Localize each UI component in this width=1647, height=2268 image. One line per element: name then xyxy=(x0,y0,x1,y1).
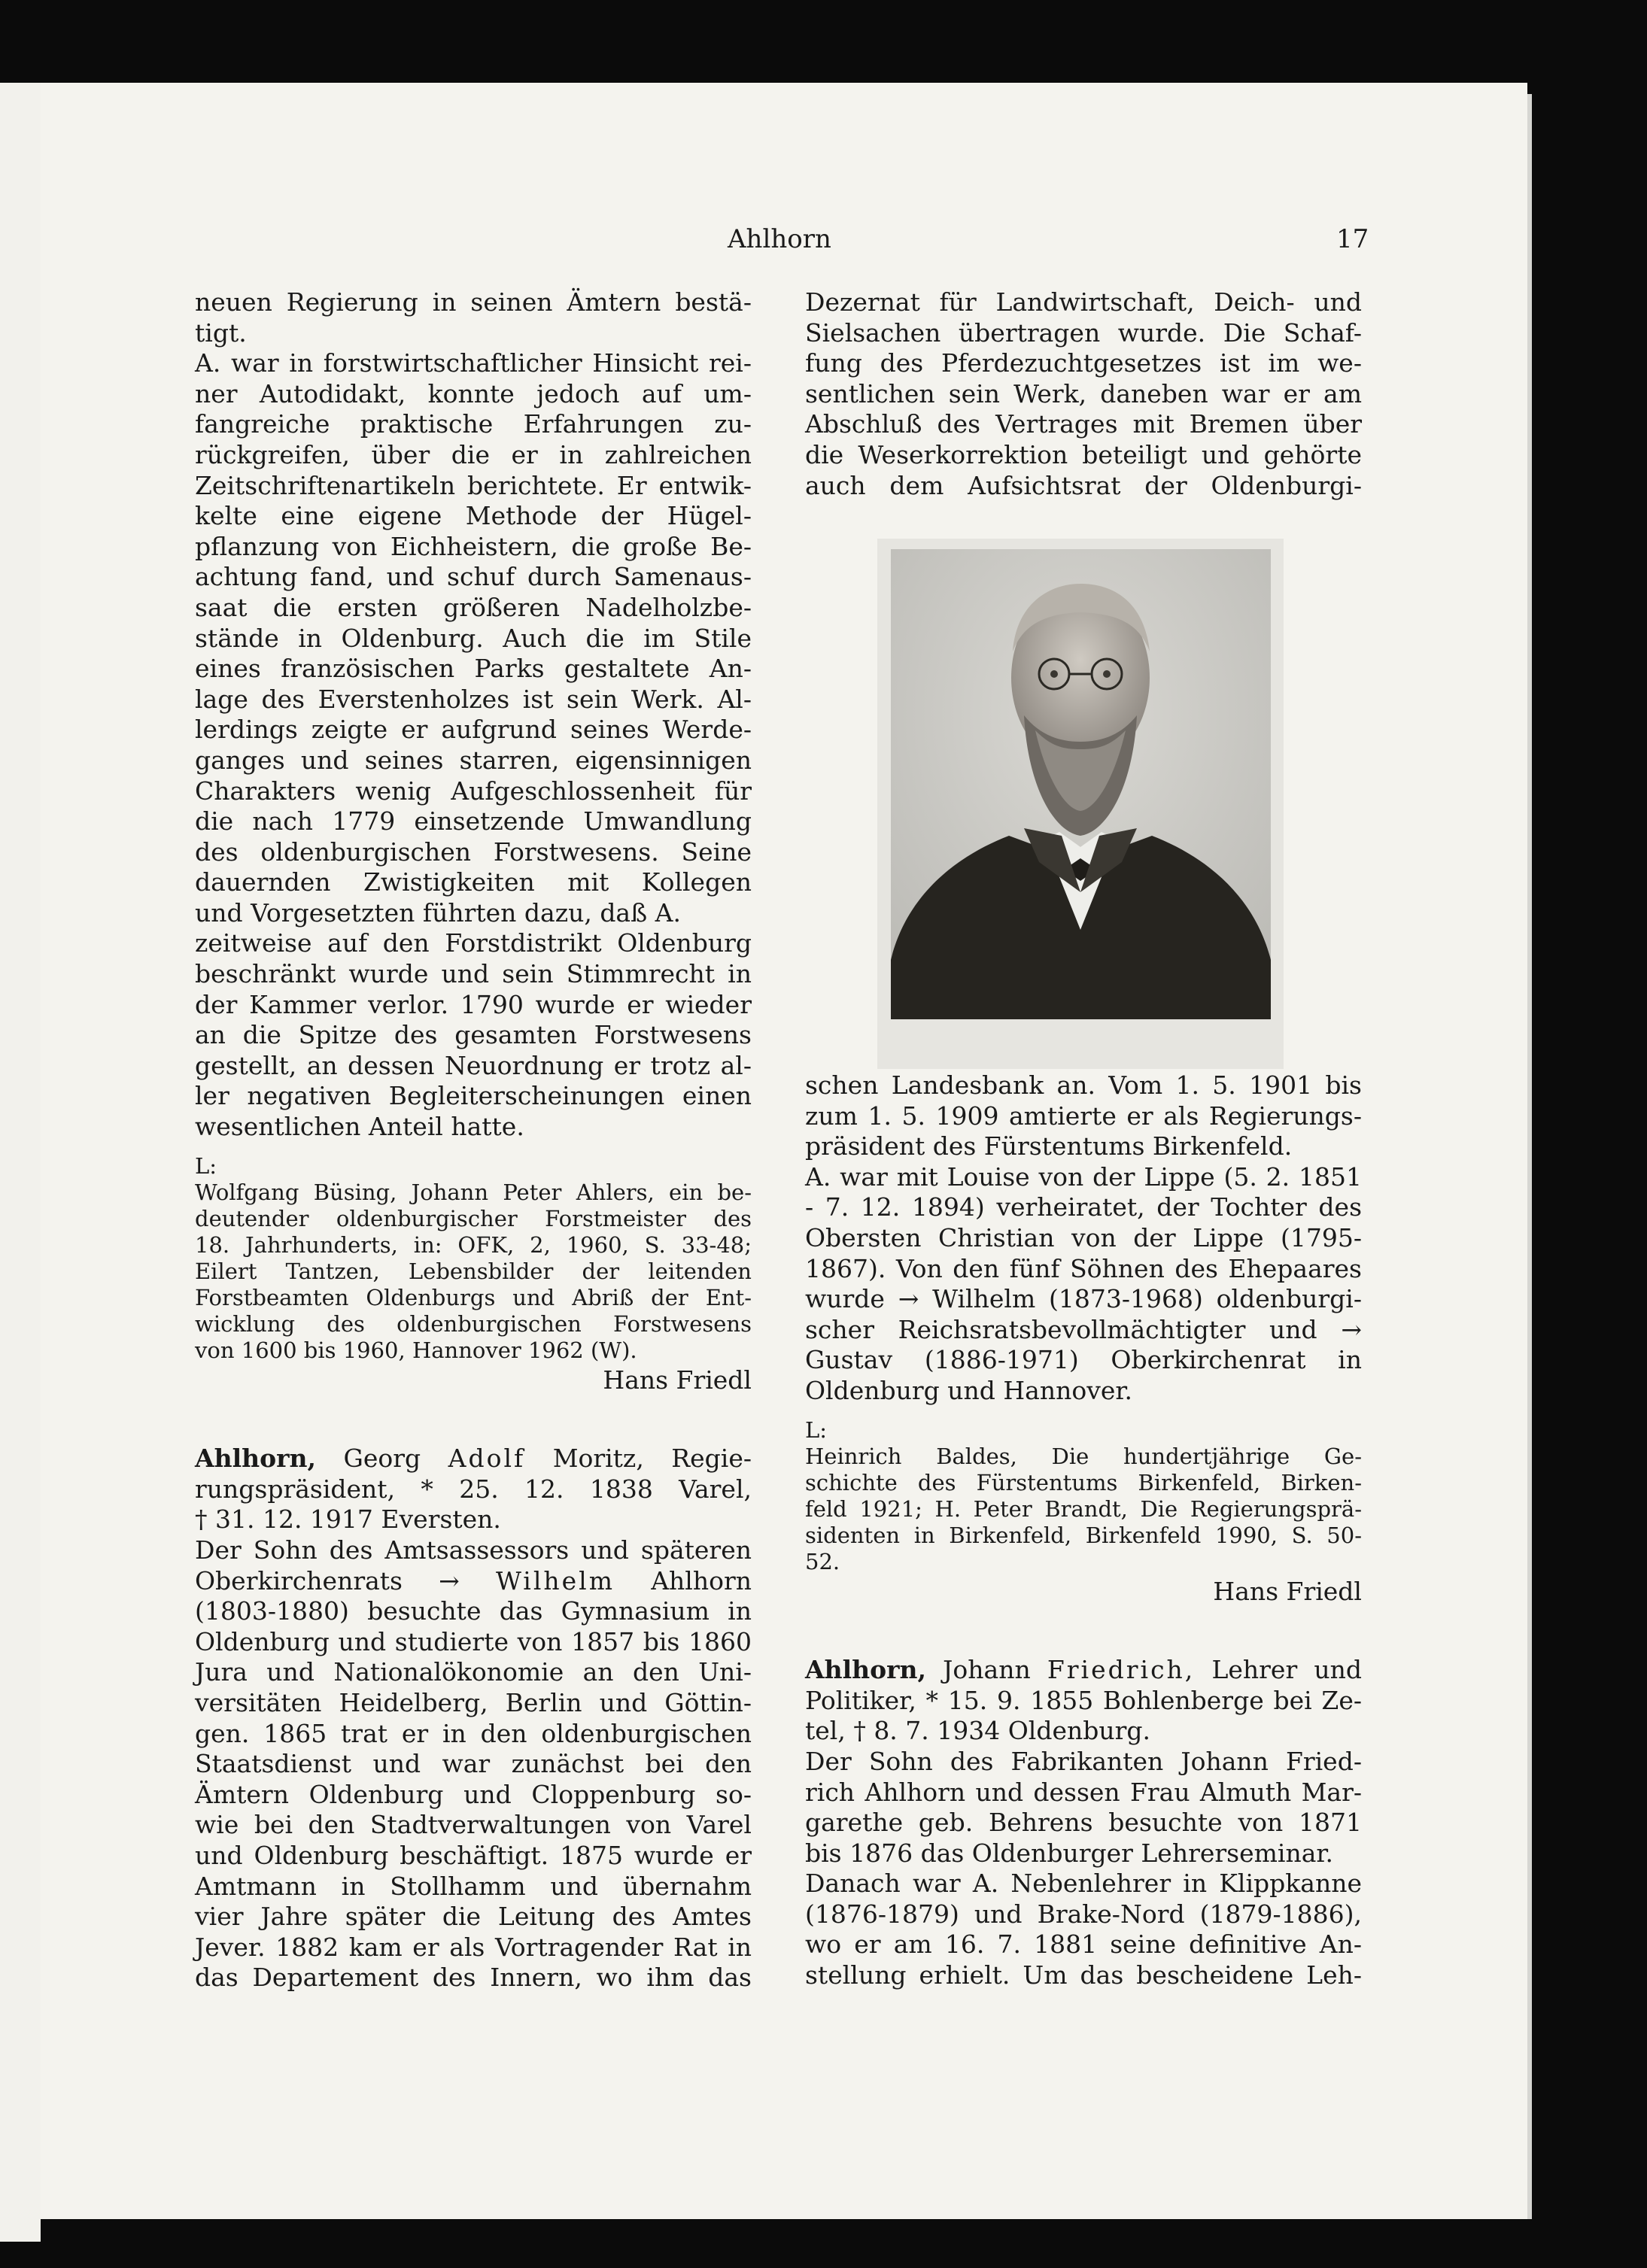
body-text-line: Ämtern Oldenburg und Cloppenburg so- xyxy=(195,1779,752,1809)
entry-body xyxy=(195,1596,752,1993)
entry-heading-line xyxy=(195,1444,752,1474)
body-text-line: kelte eine eigene Methode der Hügel- xyxy=(195,501,752,531)
body-text-line: an die Spitze des gesamten Forstwesens xyxy=(195,1020,752,1050)
body-text-line: wurde → Wilhelm (1873-1968) oldenburgi- xyxy=(805,1284,1362,1314)
body-text-line: das Departement des Innern, wo ihm das xyxy=(195,1963,752,1993)
literature-label: L: xyxy=(805,1416,828,1443)
literature-list xyxy=(195,1180,752,1364)
right-article-conclusion xyxy=(805,1070,1362,1407)
body-text-line: gestellt, an dessen Neuordnung er trotz al- xyxy=(195,1050,752,1080)
literature-list xyxy=(805,1444,1362,1575)
body-text-line: (1803-1880) besuchte das Gymnasium in xyxy=(195,1596,752,1626)
body-text-line: (1876-1879) und Brake-Nord (1879-1886), xyxy=(805,1899,1362,1929)
body-text-line: der Kammer verlor. 1790 wurde er wieder xyxy=(195,989,752,1019)
body-text-line: lerdings zeigte er aufgrund seines Werde- xyxy=(195,715,752,745)
left-column xyxy=(195,287,752,1993)
body-text-line: Oldenburg und Hannover. xyxy=(805,1375,1133,1405)
body-text-line: und Oldenburg beschäftigt. 1875 wurde er xyxy=(195,1840,752,1870)
literature-line: 18. Jahrhunderts, in: OFK, 2, 1960, S. 33-48; xyxy=(195,1231,752,1258)
body-text-line: schen Landesbank an. Vom 1. 5. 1901 bis xyxy=(805,1070,1362,1100)
body-text-line: garethe geb. Behrens besuchte von 1871 xyxy=(805,1808,1362,1838)
body-text-line: stellung erhielt. Um das bescheidene Leh- xyxy=(805,1960,1362,1990)
body-text-line: Jura und Nationalökonomie an den Uni- xyxy=(195,1657,752,1687)
body-text-line: dauernden Zwistigkeiten mit Kollegen xyxy=(195,867,752,897)
body-text-line: pflanzung von Eichheistern, die große Be- xyxy=(195,531,752,561)
body-text-line: 1867). Von den fünf Söhnen des Ehepaares xyxy=(805,1253,1362,1283)
body-text-line: ler negativen Begleiterscheinungen einen xyxy=(195,1081,752,1111)
entry-surname: Ahlhorn, xyxy=(805,1655,927,1685)
body-text-line: neuen Regierung in seinen Ämtern bestä- xyxy=(195,287,752,317)
body-text-line: fangreiche praktische Erfahrungen zu- xyxy=(195,409,752,439)
right-column-top xyxy=(805,287,1362,501)
body-text-line: tigt. xyxy=(195,317,247,348)
literature-line: schichte des Fürstentums Birkenfeld, Birken- xyxy=(805,1469,1362,1495)
body-text-line: Amtmann in Stollhamm und übernahm xyxy=(195,1871,752,1901)
entry-heading-line xyxy=(805,1655,1362,1686)
body-text-line: zum 1. 5. 1909 amtierte er als Regierungs- xyxy=(805,1101,1362,1131)
body-text-line: versitäten Heidelberg, Berlin und Göttin- xyxy=(195,1687,752,1717)
body-text-line: Der Sohn des Fabrikanten Johann Fried- xyxy=(805,1746,1362,1776)
body-text-line: Oldenburg und studierte von 1857 bis 1860 xyxy=(195,1626,752,1656)
literature-line: sidenten in Birkenfeld, Birkenfeld 1990, S. 50- xyxy=(805,1522,1362,1548)
entry-death-line: † 31. 12. 1917 Eversten. xyxy=(195,1504,501,1535)
body-text-line: tel, † 8. 7. 1934 Oldenburg. xyxy=(805,1716,1151,1746)
entry-reference-line xyxy=(195,1566,752,1597)
body-text-line: Danach war A. Nebenlehrer in Klippkanne xyxy=(805,1869,1362,1899)
literature-line: Heinrich Baldes, Die hundertjährige Ge- xyxy=(805,1443,1362,1469)
portrait-image xyxy=(877,539,1284,1069)
body-text-line: sentlichen sein Werk, daneben war er am xyxy=(805,378,1362,408)
body-text-line: die nach 1779 einsetzende Umwandlung xyxy=(195,806,752,836)
entry-spaced-name: Friedrich, xyxy=(1047,1655,1196,1685)
literature-line: Eilert Tantzen, Lebensbilder der leitenden xyxy=(195,1258,752,1284)
right-column-bottom xyxy=(805,1070,1362,1991)
body-text-line: vier Jahre später die Leitung des Amtes xyxy=(195,1902,752,1932)
portrait-photo xyxy=(877,539,1284,1069)
entry-given-name: Johann xyxy=(943,1655,1031,1685)
entry-georg-adolf-moritz xyxy=(195,1444,752,1993)
body-text-line: die Weserkorrektion beteiligt und gehörte xyxy=(805,439,1362,469)
entry-birth-line: rungspräsident, * 25. 12. 1838 Varel, xyxy=(195,1474,752,1504)
running-head-title: Ahlhorn xyxy=(728,224,831,254)
body-text-line: Charakters wenig Aufgeschlossenheit für xyxy=(195,776,752,806)
body-text-line: fung des Pferdezuchtgesetzes ist im we- xyxy=(805,348,1362,378)
body-text-line: ner Autodidakt, konnte jedoch auf um- xyxy=(195,378,752,408)
body-text-line: A. war in forstwirtschaftlicher Hinsicht rei- xyxy=(195,348,752,378)
literature-line: feld 1921; H. Peter Brandt, Die Regierungsprä- xyxy=(805,1495,1362,1522)
literature-line: von 1600 bis 1960, Hannover 1962 (W). xyxy=(195,1337,637,1363)
entry-body-line: Der Sohn des Amtsassessors und späteren xyxy=(195,1535,752,1565)
body-text-line: präsident des Fürstentums Birkenfeld. xyxy=(805,1131,1293,1161)
body-text-line: wesentlichen Anteil hatte. xyxy=(195,1112,524,1142)
body-text-line: auch dem Aufsichtsrat der Oldenburgi- xyxy=(805,470,1362,500)
entry-surname: Ahlhorn, xyxy=(195,1444,317,1474)
body-text-line: achtung fand, und schuf durch Samenaus- xyxy=(195,562,752,592)
page-number: 17 xyxy=(1336,224,1369,254)
body-text-line: stände in Oldenburg. Auch die im Stile xyxy=(195,623,752,653)
entry-spaced-name: Adolf xyxy=(448,1444,526,1474)
body-text-line: rich Ahlhorn und dessen Frau Almuth Mar- xyxy=(805,1777,1362,1807)
body-text-line: scher Reichsratsbevollmächtigter und → xyxy=(805,1314,1362,1344)
entry-given-name: Georg xyxy=(343,1444,421,1474)
body-text-line: gen. 1865 trat er in den oldenburgischen xyxy=(195,1718,752,1748)
body-text-line: Dezernat für Landwirtschaft, Deich- und xyxy=(805,287,1362,317)
body-text-line: Politiker, * 15. 9. 1855 Bohlenberge bei Ze- xyxy=(805,1685,1362,1715)
previous-page-edge xyxy=(0,83,41,2242)
body-text-line: Obersten Christian von der Lippe (1795- xyxy=(805,1222,1362,1252)
literature-line: deutender oldenburgischer Forstmeister des xyxy=(195,1205,752,1231)
reference-prefix: Oberkirchenrats → xyxy=(195,1565,460,1595)
body-text-line: und Vorgesetzten führten dazu, daß A. xyxy=(195,897,681,928)
literature-label: L: xyxy=(195,1152,217,1179)
body-text-line: ganges und seines starren, eigensinnigen xyxy=(195,745,752,775)
body-text-line: beschränkt wurde und sein Stimmrecht in xyxy=(195,959,752,989)
right-article-continuation xyxy=(805,287,1362,501)
reference-surname: Ahlhorn xyxy=(651,1565,752,1595)
reference-spaced-name: Wilhelm xyxy=(495,1565,615,1595)
body-text-line: Gustav (1886-1971) Oberkirchenrat in xyxy=(805,1345,1362,1375)
body-text-line: Sielsachen übertragen wurde. Die Schaf- xyxy=(805,317,1362,348)
page-edge-shadow xyxy=(1527,94,1532,2219)
entry-heading-rest: Moritz, Regie- xyxy=(552,1444,752,1474)
body-text-line: des oldenburgischen Forstwesens. Seine xyxy=(195,836,752,867)
body-text-line: zeitweise auf den Forstdistrikt Oldenburg xyxy=(195,928,752,958)
literature-line: wicklung des oldenburgischen Forstwesens xyxy=(195,1310,752,1337)
author-signature: Hans Friedl xyxy=(603,1365,752,1395)
author-signature: Hans Friedl xyxy=(1213,1576,1362,1606)
body-text-line: wo er am 16. 7. 1881 seine definitive An- xyxy=(805,1929,1362,1960)
body-text-line: bis 1876 das Oldenburger Lehrerseminar. xyxy=(805,1838,1334,1868)
body-text-line: Abschluß des Vertrages mit Bremen über xyxy=(805,409,1362,439)
body-text-line: saat die ersten größeren Nadelholzbe- xyxy=(195,592,752,622)
body-text-line: rückgreifen, über die er in zahlreichen xyxy=(195,439,752,469)
left-literature xyxy=(195,1153,752,1364)
left-article-continuation xyxy=(195,287,752,1143)
body-text-line: Zeitschriftenartikeln berichtete. Er entwik- xyxy=(195,470,752,500)
body-text-line: Jever. 1882 kam er als Vortragender Rat in xyxy=(195,1932,752,1962)
literature-line: Forstbeamten Oldenburgs und Abriß der Ent- xyxy=(195,1284,752,1310)
right-literature xyxy=(805,1417,1362,1575)
body-text-line: wie bei den Stadtverwaltungen von Varel xyxy=(195,1810,752,1840)
body-text-line: A. war mit Louise von der Lippe (5. 2. 1851 xyxy=(805,1161,1362,1192)
entry-body xyxy=(805,1686,1362,1991)
body-text-line: eines französischen Parks gestaltete An- xyxy=(195,654,752,684)
entry-johann-friedrich xyxy=(805,1655,1362,1991)
literature-line: 52. xyxy=(805,1548,840,1574)
body-text-line: Staatsdienst und war zunächst bei den xyxy=(195,1749,752,1779)
entry-heading-rest: Lehrer und xyxy=(1211,1655,1363,1685)
literature-line: Wolfgang Büsing, Johann Peter Ahlers, ein be- xyxy=(195,1179,752,1205)
body-text-line: - 7. 12. 1894) verheiratet, der Tochter des xyxy=(805,1192,1362,1222)
body-text-line: lage des Everstenholzes ist sein Werk. Al- xyxy=(195,684,752,714)
